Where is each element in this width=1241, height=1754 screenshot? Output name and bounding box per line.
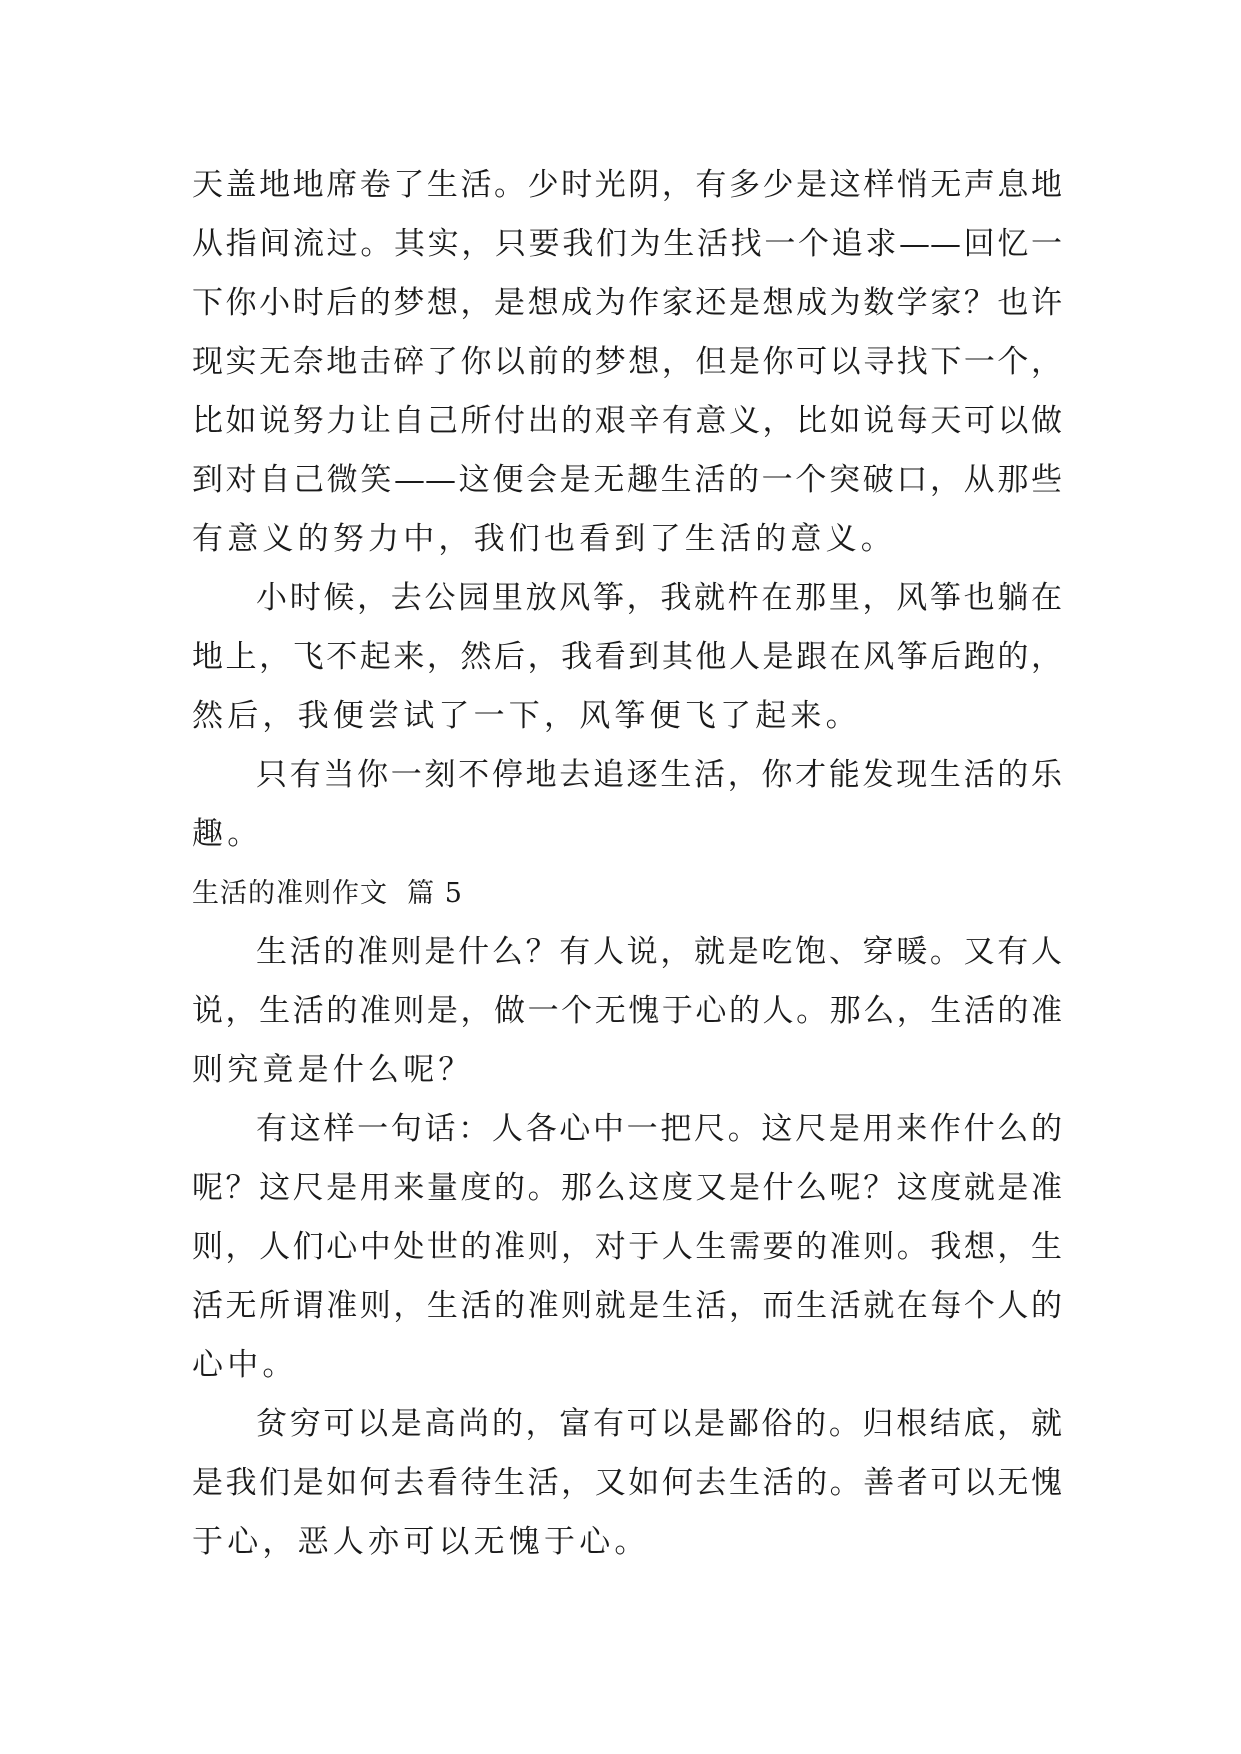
text-line: 有意义的努力中，我们也看到了生活的意义。 [192, 521, 896, 557]
text-line: 贫穷可以是高尚的，富有可以是鄙俗的。归根结底，就 [256, 1406, 1062, 1442]
paragraph-what-is-rule [192, 923, 1062, 1100]
text-line: 说，生活的准则是，做一个无愧于心的人。那么，生活的准 [192, 993, 1062, 1029]
text-line: 于心，恶人亦可以无愧于心。 [192, 1524, 650, 1560]
text-line: 趣。 [192, 816, 263, 852]
text-line: 心中。 [192, 1347, 298, 1383]
text-line: 然后，我便尝试了一下，风筝便飞了起来。 [192, 698, 861, 734]
paragraph-continuation [192, 156, 1062, 569]
paragraph-ruler [192, 1100, 1062, 1395]
text-line: 地上，飞不起来，然后，我看到其他人是跟在风筝后跑的， [192, 639, 1062, 675]
text-line: 现实无奈地击碎了你以前的梦想，但是你可以寻找下一个， [192, 344, 1062, 380]
text-line: 活无所谓准则，生活的准则就是生活，而生活就在每个人的 [192, 1288, 1062, 1324]
text-line: 生活的准则是什么？有人说，就是吃饱、穿暖。又有人 [256, 934, 1062, 970]
text-line: 只有当你一刻不停地去追逐生活，你才能发现生活的乐 [256, 757, 1062, 793]
text-line: 到对自己微笑——这便会是无趣生活的一个突破口，从那些 [192, 462, 1062, 498]
text-line: 下你小时后的梦想，是想成为作家还是想成为数学家？也许 [192, 285, 1062, 321]
text-line: 呢？这尺是用来量度的。那么这度又是什么呢？这度就是准 [192, 1170, 1062, 1206]
text-line: 比如说努力让自己所付出的艰辛有意义，比如说每天可以做 [192, 403, 1062, 439]
text-line: 从指间流过。其实，只要我们为生活找一个追求——回忆一 [192, 226, 1062, 262]
text-line: 小时候，去公园里放风筝，我就杵在那里，风筝也躺在 [256, 580, 1062, 616]
document-body [192, 156, 1062, 1572]
paragraph-kite [192, 569, 1062, 746]
text-line: 则，人们心中处世的准则，对于人生需要的准则。我想，生 [192, 1229, 1062, 1265]
text-line: 有这样一句话：人各心中一把尺。这尺是用来作什么的 [256, 1111, 1062, 1147]
section-heading: 生活的准则作文 篇 5 [192, 878, 463, 909]
text-line: 天盖地地席卷了生活。少时光阴，有多少是这样悄无声息地 [192, 167, 1062, 203]
text-line: 则究竟是什么呢？ [192, 1052, 474, 1088]
paragraph-poverty [192, 1395, 1062, 1572]
paragraph-pursuit [192, 746, 1062, 864]
text-line: 是我们是如何去看待生活，又如何去生活的。善者可以无愧 [192, 1465, 1062, 1501]
